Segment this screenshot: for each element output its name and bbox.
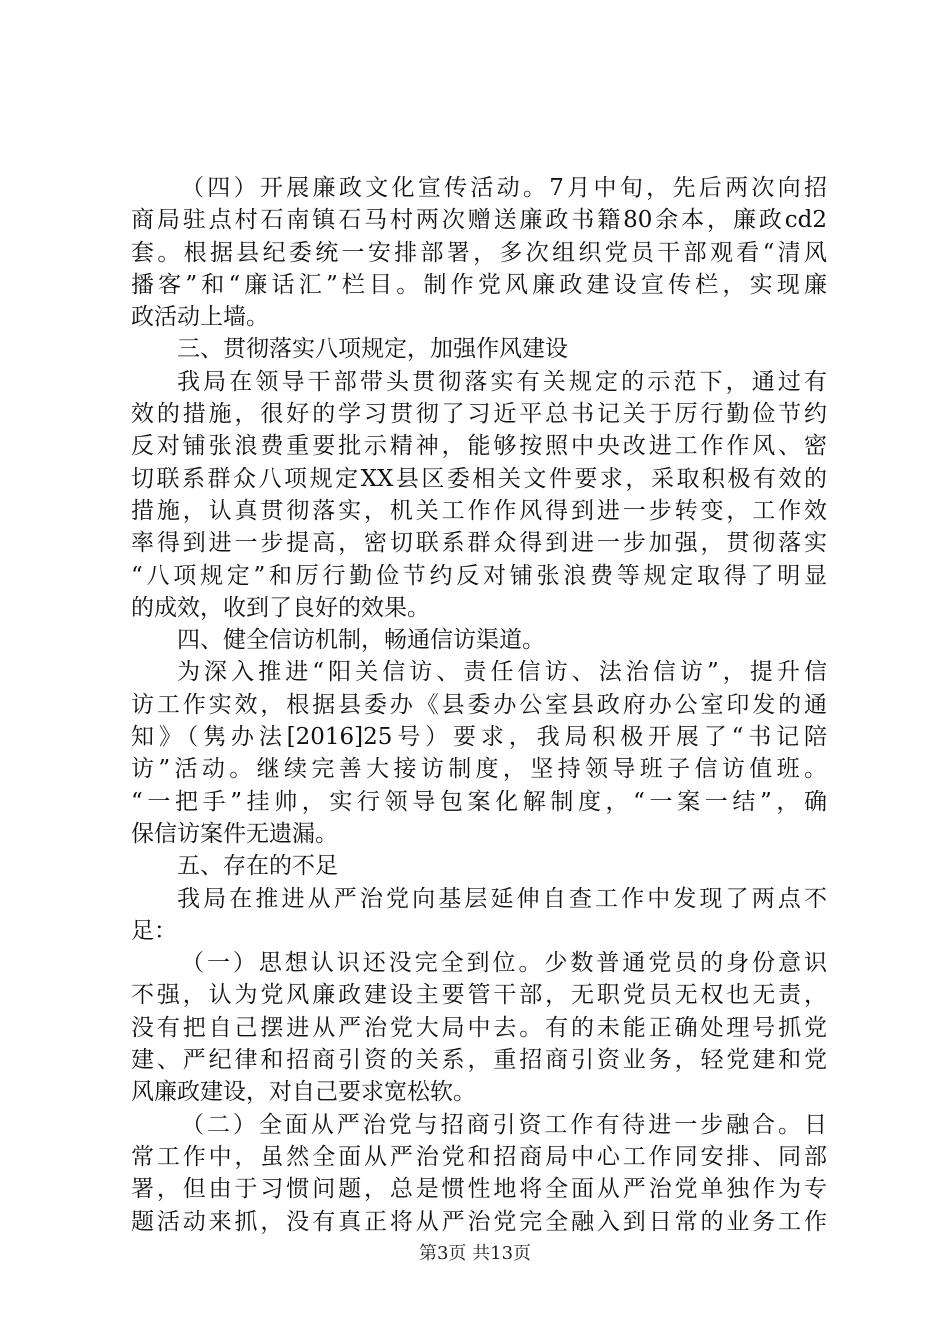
text-line: 知》（隽办法[2016]25号）要求，我局积极开展了“书记陪 xyxy=(131,724,827,751)
text-line: 套。根据县纪委统一安排部署，多次组织党员干部观看“清风 xyxy=(131,239,827,266)
text-line: 为深入推进“阳关信访、责任信访、法治信访”，提升信 xyxy=(177,659,827,686)
text-line: 措施，认真贯彻落实，机关工作作风得到进一步转变，工作效 xyxy=(131,497,827,524)
paragraph xyxy=(131,947,827,1108)
text-line: 建、严纪律和招商引资的关系，重招商引资业务，轻党建和党 xyxy=(131,1047,827,1074)
text-line: 播客”和“廉话汇”栏目。制作党风廉政建设宣传栏，实现廉 xyxy=(131,271,827,298)
text-line: 率得到进一步提高，密切联系群众得到进一步加强，贯彻落实 xyxy=(131,530,827,557)
text-line: 没有把自己摆进从严治党大局中去。有的未能正确处理号抓党 xyxy=(131,1014,827,1041)
section-heading xyxy=(131,850,827,882)
text-line: 不强，认为党风廉政建设主要管干部，无职党员无权也无责， xyxy=(131,982,827,1009)
section-heading xyxy=(131,333,827,365)
text-line: 常工作中，虽然全面从严治党和招商局中心工作同安排、同部 xyxy=(131,1143,827,1170)
text-line: 我局在推进从严治党向基层延伸自查工作中发现了两点不 xyxy=(177,885,827,912)
paragraph xyxy=(131,883,827,948)
document-body xyxy=(131,172,827,1238)
text-line: 我局在领导干部带头贯彻落实有关规定的示范下，通过有 xyxy=(177,368,827,395)
page-footer: 第3页 共13页 xyxy=(418,1243,532,1264)
text-line: 访”活动。继续完善大接访制度，坚持领导班子信访值班。 xyxy=(131,756,827,783)
text-line: 四、健全信访机制，畅通信访渠道。 xyxy=(177,627,545,654)
text-line: 保信访案件无遗漏。 xyxy=(131,820,338,847)
paragraph xyxy=(131,1109,827,1238)
text-line: 题活动来抓，没有真正将从严治党完全融入到日常的业务工作 xyxy=(131,1208,827,1235)
text-line: 访工作实效，根据县委办《县委办公室县政府办公室印发的通 xyxy=(131,691,827,718)
text-line: 五、存在的不足 xyxy=(177,853,338,880)
text-line: 切联系群众八项规定XX县区委相关文件要求，采取积极有效的 xyxy=(131,465,827,492)
text-line: 反对铺张浪费重要批示精神，能够按照中央改进工作作风、密 xyxy=(131,433,827,460)
text-line: 风廉政建设，对自己要求宽松软。 xyxy=(131,1079,476,1106)
text-line: 三、贯彻落实八项规定，加强作风建设 xyxy=(177,336,568,363)
text-line: 的成效，收到了良好的效果。 xyxy=(131,594,430,621)
text-line: 商局驻点村石南镇石马村两次赠送廉政书籍80余本，廉政cd2 xyxy=(131,207,827,234)
text-line: （二）全面从严治党与招商引资工作有待进一步融合。日 xyxy=(181,1111,827,1138)
text-line: （一）思想认识还没完全到位。少数普通党员的身份意识 xyxy=(181,950,827,977)
paragraph xyxy=(131,366,827,624)
text-line: “八项规定”和厉行勤俭节约反对铺张浪费等规定取得了明显 xyxy=(131,562,827,589)
text-line: 足： xyxy=(131,917,177,944)
text-line: 政活动上墙。 xyxy=(131,304,269,331)
text-line: 效的措施，很好的学习贯彻了习近平总书记关于厉行勤俭节约 xyxy=(131,401,827,428)
text-line: “一把手”挂帅，实行领导包案化解制度，“一案一结”，确 xyxy=(131,788,827,815)
text-line: 署，但由于习惯问题，总是惯性地将全面从严治党单独作为专 xyxy=(131,1176,827,1203)
paragraph xyxy=(131,656,827,850)
text-line: （四）开展廉政文化宣传活动。7月中旬，先后两次向招 xyxy=(181,175,827,201)
section-heading xyxy=(131,624,827,656)
paragraph xyxy=(131,172,827,333)
